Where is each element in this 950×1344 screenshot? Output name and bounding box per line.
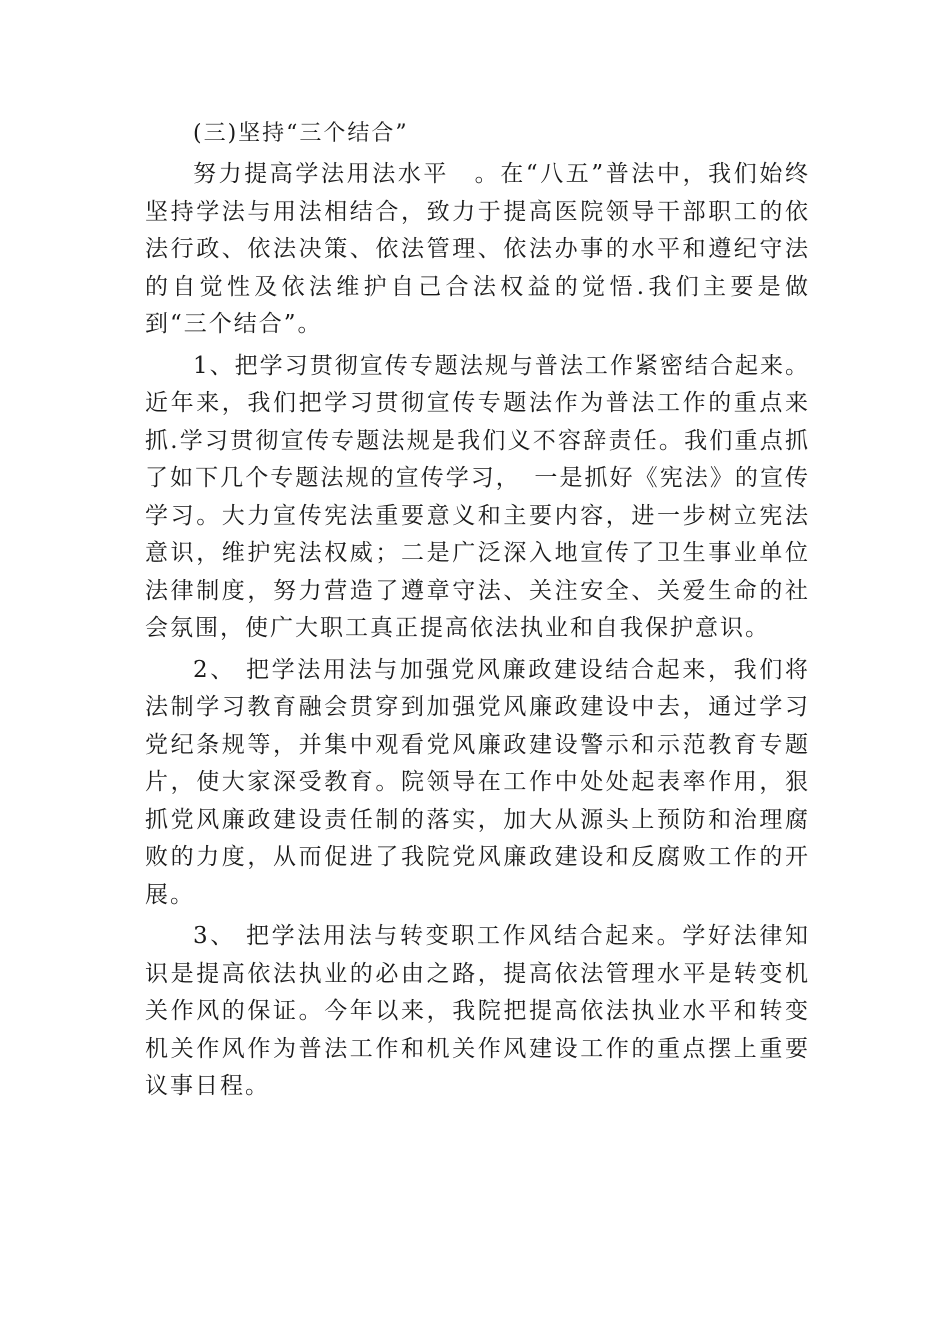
point-1-paragraph: 1、把学习贯彻宣传专题法规与普法工作紧密结合起来。近年来，我们把学习贯彻宣传专题法作为普法工作的重点来抓.学习贯彻宣传专题法规是我们义不容辞责任。我们重点抓了如下几个专题法规的宣传学习， 一是抓好《宪法》的宣传学习。大力宣传宪法重要意义和主要内容，进一步树立宪法意识，维护宪法权威；二是广泛深入地宣传了卫生事业单位法律制度，努力营造了遵章守法、关注安全、关爱生命的社会氛围，使广大职工真正提高依法执业和自我保护意识。 bbox=[145, 352, 810, 641]
point-2-paragraph: 2、 把学法用法与加强党风廉政建设结合起来，我们将法制学习教育融会贯穿到加强党风廉政建设中去，通过学习党纪条规等，并集中观看党风廉政建设警示和示范教育专题片，使大家深受教育。院领导在工作中处处起表率作用，狠抓党风廉政建设责任制的落实，加大从源头上预防和治理腐败的力度，从而促进了我院党风廉政建设和反腐败工作的开展。 bbox=[145, 656, 810, 908]
section-heading: (三)坚持“三个结合” bbox=[193, 121, 409, 146]
document-body bbox=[145, 112, 810, 1106]
point-3-paragraph: 3、 把学法用法与转变职工作风结合起来。学好法律知识是提高依法执业的必由之路，提高依法管理水平是转变机关作风的保证。今年以来，我院把提高依法执业水平和转变机关作风作为普法工作和机关作风建设工作的重点摆上重要议事日程。 bbox=[145, 923, 810, 1099]
intro-paragraph: 努力提高学法用法水平 。在“八五”普法中，我们始终坚持学法与用法相结合，致力于提高医院领导干部职工的依法行政、依法决策、依法管理、依法办事的水平和遵纪守法的自觉性及依法维护自己合法权益的觉悟.我们主要是做到“三个结合”。 bbox=[145, 161, 810, 337]
